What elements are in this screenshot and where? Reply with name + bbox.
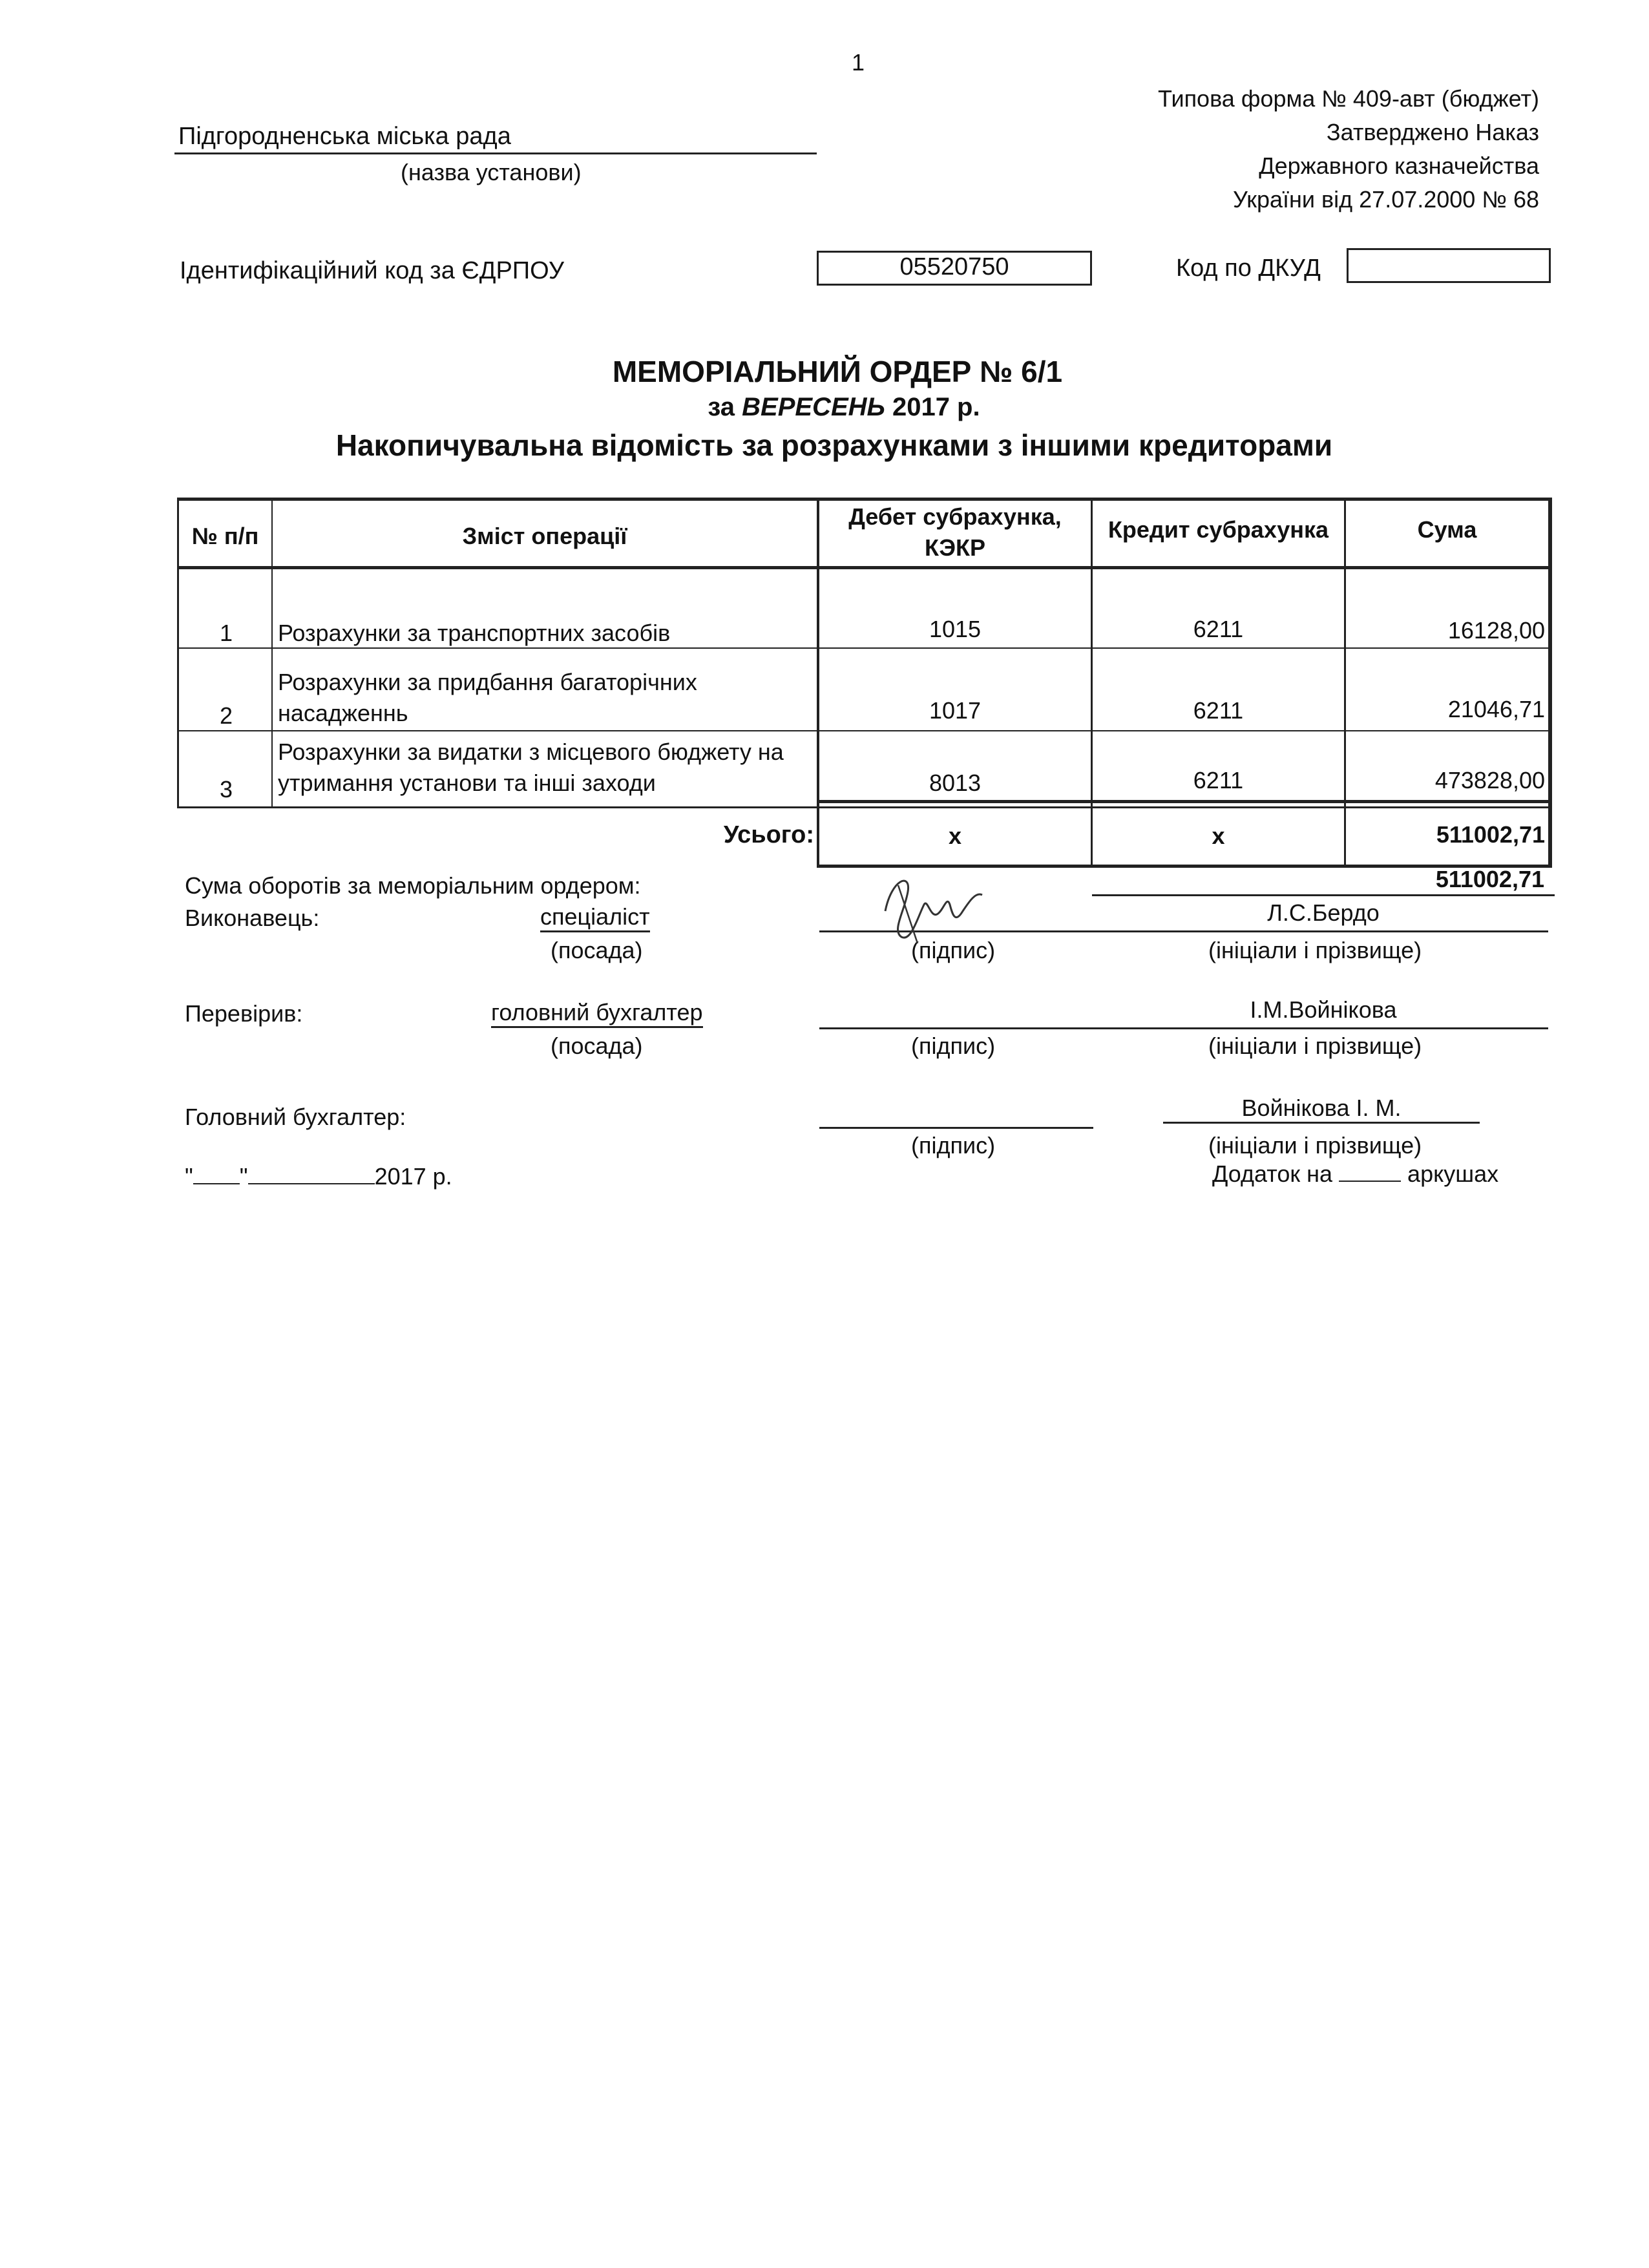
header-debit-line2: КЭКР	[924, 534, 985, 561]
attachment-suffix: аркушах	[1407, 1160, 1499, 1187]
row-debit: 8013	[929, 770, 982, 796]
checker-label: Перевірив:	[185, 1000, 303, 1027]
checker-position-caption: (посада)	[551, 1033, 643, 1059]
institution-name: Підгородненська міська рада	[178, 123, 511, 150]
attachment-blank	[1339, 1161, 1401, 1182]
row-content-line2: утримання установи та інші заходи	[278, 770, 656, 796]
header-credit: Кредит субрахунка	[1108, 516, 1329, 543]
table-line	[1548, 498, 1552, 867]
row-debit: 1015	[929, 616, 982, 642]
turnover-underline	[1092, 894, 1555, 896]
table-line	[817, 800, 1552, 803]
row-content-line2: насадженнь	[278, 700, 408, 726]
total-debit: х	[948, 823, 962, 849]
row-content-line1: Розрахунки за придбання багаторічних	[278, 669, 697, 695]
row-sum: 21046,71	[1447, 696, 1545, 722]
form-info-line3: Державного казначейства	[1259, 152, 1539, 179]
institution-underline	[174, 152, 817, 154]
chief-accountant-label: Головний бухгалтер:	[185, 1104, 406, 1130]
header-debit-line1: Дебет субрахунка,	[848, 503, 1062, 530]
edrpou-label: Ідентифікаційний код за ЄДРПОУ	[180, 257, 564, 284]
header-sum: Сума	[1417, 516, 1477, 543]
date-line	[185, 1163, 452, 1190]
row-sum: 16128,00	[1447, 617, 1545, 644]
attachment-prefix: Додаток на	[1212, 1160, 1333, 1187]
institution-caption: (назва установи)	[401, 159, 582, 185]
form-info-line2: Затверджено Наказ	[1326, 119, 1539, 145]
checker-name: І.М.Войнікова	[1250, 996, 1397, 1023]
executor-signature-caption: (підпис)	[911, 937, 996, 963]
row-credit: 6211	[1193, 767, 1244, 793]
dkud-label: Код по ДКУД	[1176, 255, 1321, 282]
row-debit: 1017	[929, 697, 982, 724]
handwritten-signature-icon	[872, 866, 989, 950]
chief-name-caption: (ініціали і прізвище)	[1208, 1132, 1422, 1159]
total-label: Усього:	[723, 821, 814, 848]
page-number: 1	[852, 49, 865, 76]
header-content: Зміст операції	[462, 523, 627, 549]
row-num: 1	[220, 620, 233, 646]
chief-signature-line	[819, 1127, 1093, 1129]
chief-signature-caption: (підпис)	[911, 1132, 996, 1159]
period-month: ВЕРЕСЕНЬ	[742, 393, 885, 421]
row-content-line1: Розрахунки за видатки з місцевого бюджету на	[278, 739, 784, 765]
turnover-label: Сума оборотів за меморіальним ордером:	[185, 872, 641, 899]
order-title: МЕМОРІАЛЬНИЙ ОРДЕР № 6/1	[612, 355, 1063, 388]
edrpou-box	[817, 251, 1092, 286]
total-sum: 511002,71	[1436, 821, 1545, 848]
table-line	[1091, 498, 1093, 867]
order-period	[0, 393, 1649, 422]
date-month-blank	[248, 1164, 375, 1184]
executor-position: спеціаліст	[540, 903, 650, 932]
period-prefix: за	[708, 393, 735, 421]
executor-name-caption: (ініціали і прізвище)	[1208, 937, 1422, 963]
checker-position: головний бухгалтер	[491, 999, 703, 1028]
turnover-value: 511002,71	[1435, 866, 1544, 892]
checker-name-caption: (ініціали і прізвище)	[1208, 1033, 1422, 1059]
total-credit: х	[1212, 823, 1225, 849]
row-credit: 6211	[1193, 697, 1244, 724]
header-num: № п/п	[191, 523, 259, 549]
edrpou-value: 05520750	[899, 253, 1009, 280]
chief-accountant-name: Войнікова І. М.	[1163, 1095, 1480, 1124]
form-info-line4: України від 27.07.2000 № 68	[1232, 186, 1539, 213]
row-sum: 473828,00	[1434, 767, 1545, 793]
row-num: 2	[220, 702, 233, 729]
date-quote-close: "	[239, 1163, 248, 1190]
row-num: 3	[220, 776, 233, 803]
date-quote-open: "	[185, 1163, 193, 1190]
row-credit: 6211	[1193, 616, 1244, 642]
order-subtitle: Накопичувальна відомість за розрахунками з іншими кредиторами	[335, 428, 1333, 462]
attachment-line	[1212, 1160, 1498, 1188]
date-day-blank	[193, 1164, 240, 1184]
executor-name: Л.С.Бердо	[1267, 899, 1380, 926]
date-year: 2017 р.	[374, 1163, 452, 1190]
executor-position-caption: (посада)	[551, 937, 643, 963]
executor-label: Виконавець:	[185, 905, 320, 931]
checker-signature-line	[819, 1027, 1548, 1029]
table-line	[1344, 498, 1346, 867]
period-suffix: 2017 р.	[892, 393, 980, 421]
dkud-box	[1347, 248, 1551, 283]
checker-signature-caption: (підпис)	[911, 1033, 996, 1059]
form-info-line1: Типова форма № 409-авт (бюджет)	[1158, 85, 1539, 112]
row-content-line2: Розрахунки за транспортних засобів	[278, 620, 671, 646]
